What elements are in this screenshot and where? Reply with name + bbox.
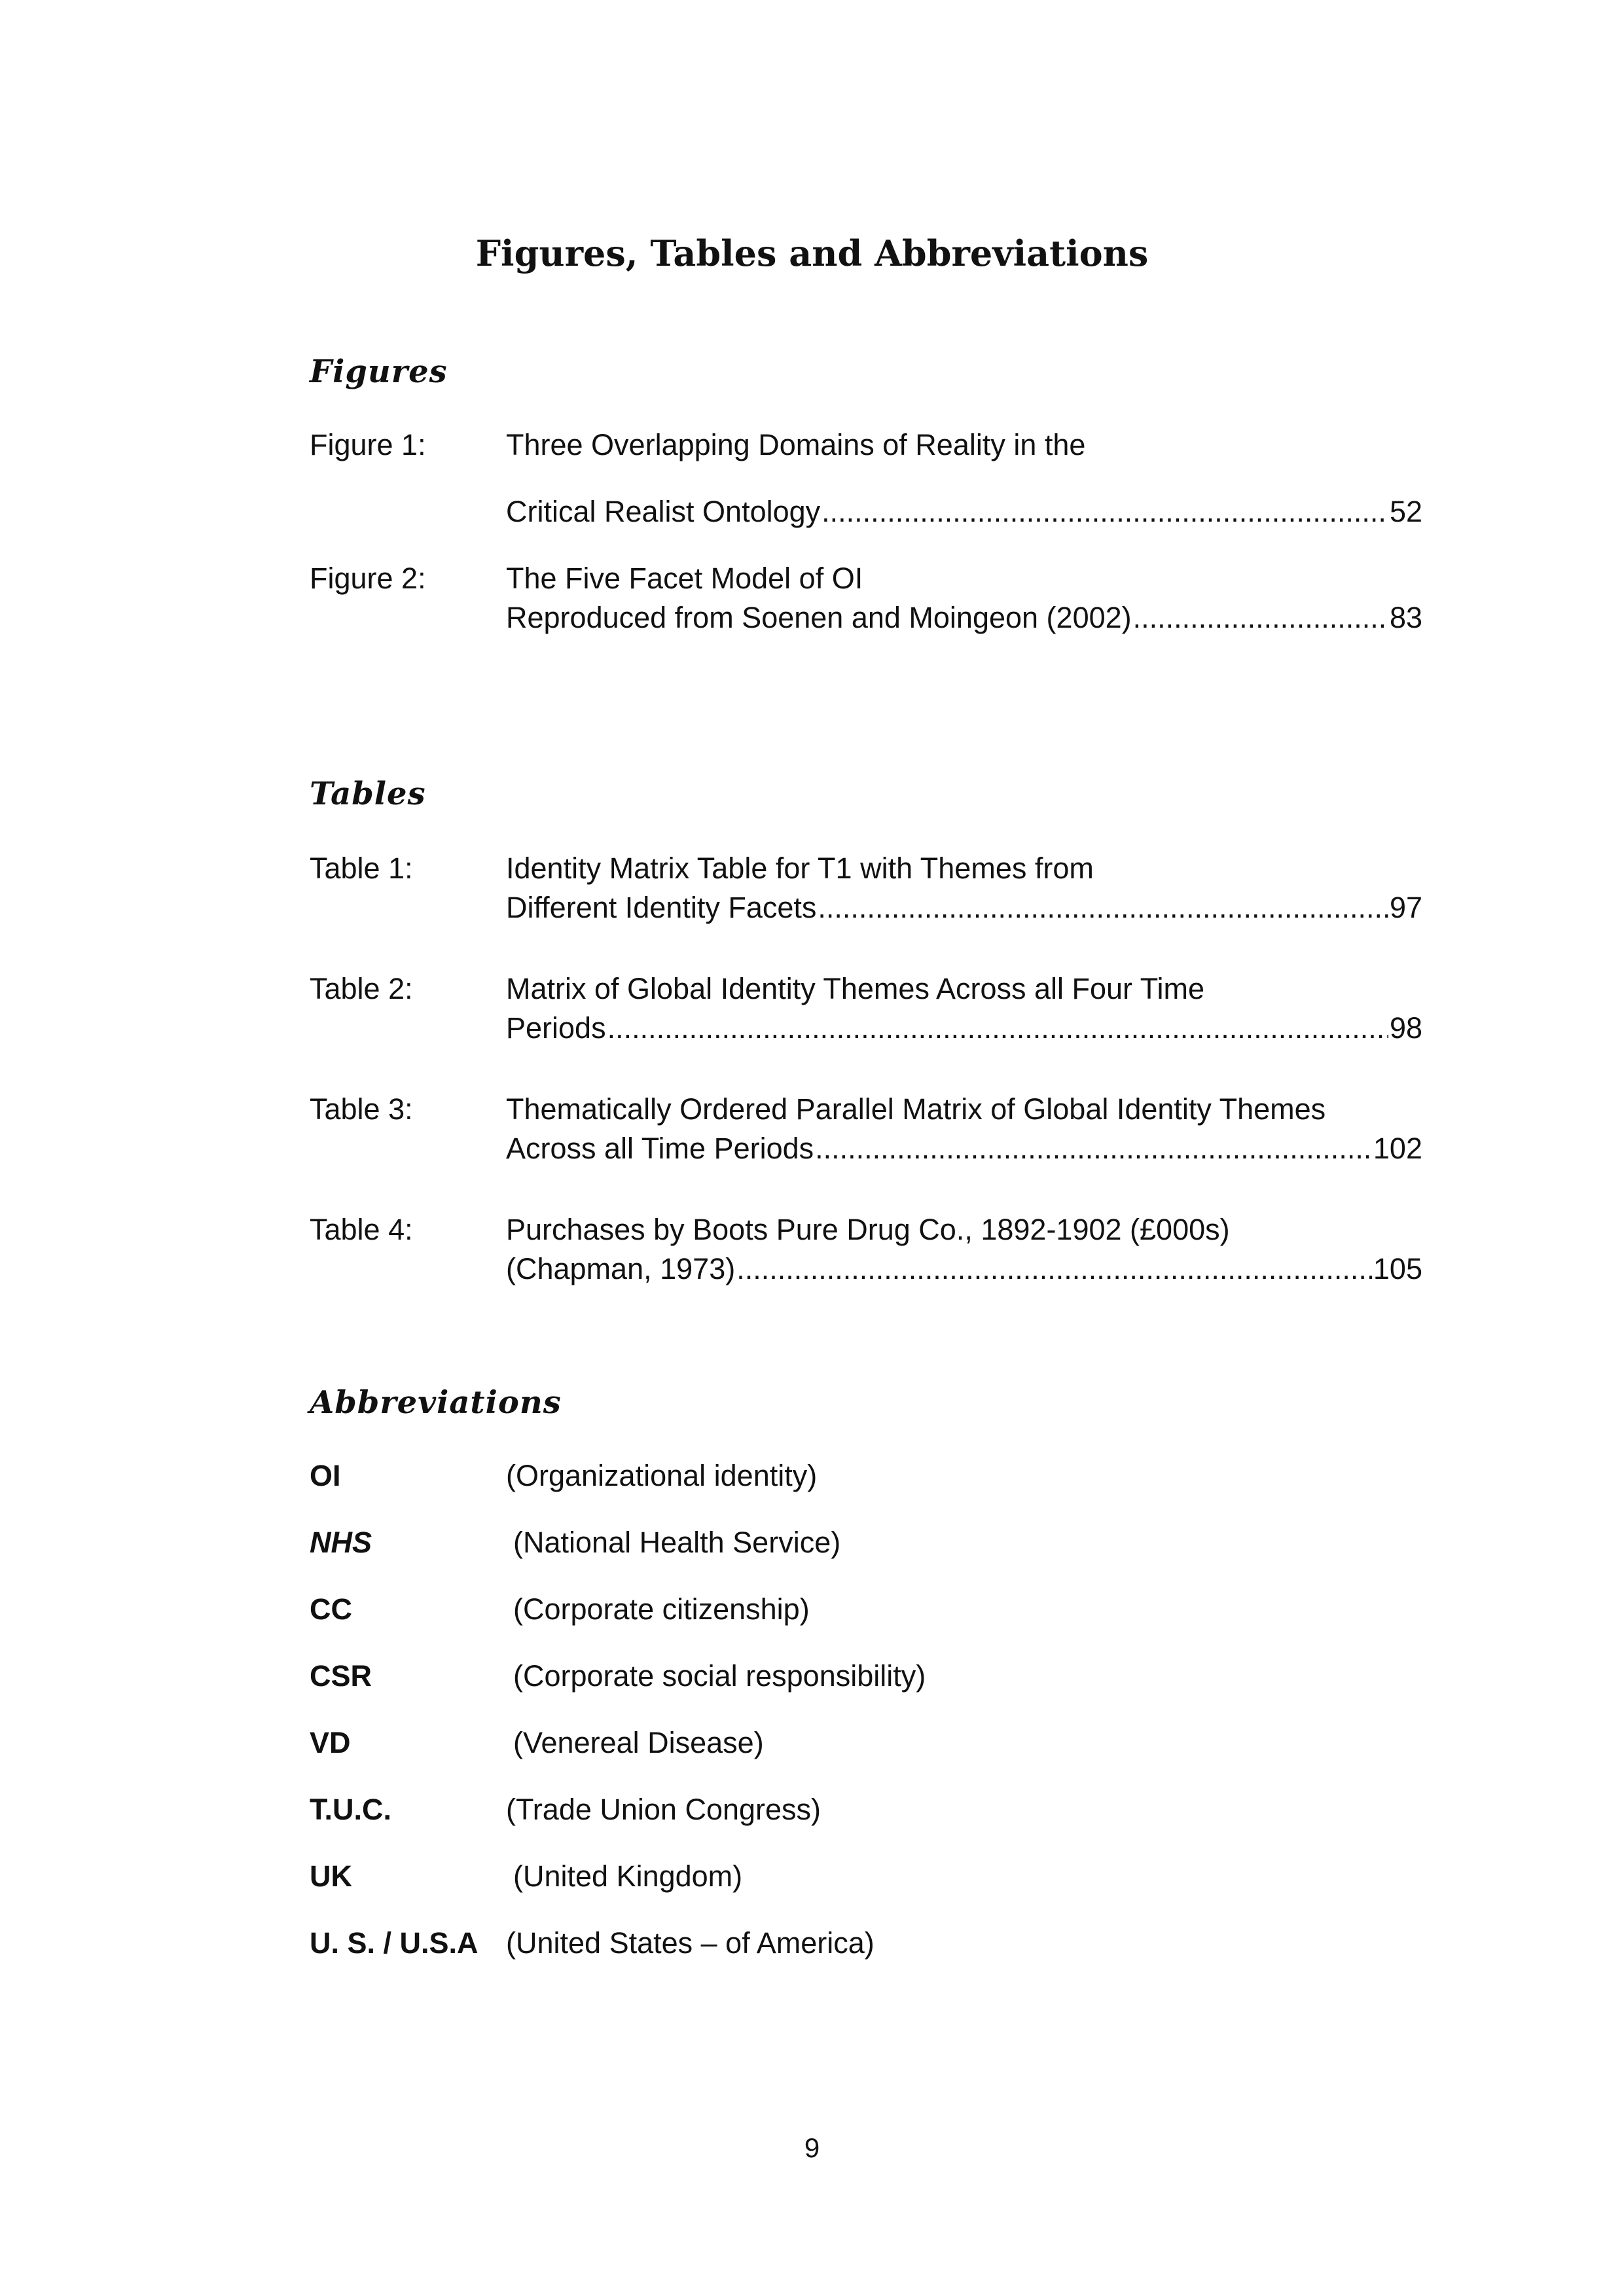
figure-1-title-line2: Critical Realist Ontology	[506, 495, 821, 528]
page-title: Figures, Tables and Abbreviations	[475, 232, 1149, 274]
abbr-term-nhs: NHS	[310, 1526, 372, 1559]
table-4-title-line2: (Chapman, 1973)	[506, 1252, 736, 1285]
table-2-title-line1: Matrix of Global Identity Themes Across all Four Time	[506, 972, 1205, 1005]
abbr-definition-cc: (Corporate citizenship)	[513, 1592, 810, 1626]
table-4-page-number: 105	[1373, 1252, 1422, 1285]
table-3-label: Table 3:	[310, 1092, 413, 1126]
abbr-definition-uk: (United Kingdom)	[513, 1859, 743, 1893]
leader-dots	[736, 1249, 1372, 1289]
figure-2-toc-line[interactable]	[506, 598, 1422, 637]
abbr-term-vd: VD	[310, 1726, 351, 1759]
table-4-toc-line[interactable]	[506, 1249, 1422, 1289]
table-1-toc-line[interactable]	[506, 888, 1422, 927]
figure-1-page-number: 52	[1389, 495, 1422, 528]
table-2-label: Table 2:	[310, 972, 413, 1005]
figure-2-title-line2: Reproduced from Soenen and Moingeon (2002)	[506, 601, 1132, 634]
leader-dots	[818, 888, 1388, 927]
abbr-term-csr: CSR	[310, 1659, 372, 1693]
figure-2-label: Figure 2:	[310, 562, 426, 595]
abbr-definition-usa: (United States – of America)	[506, 1926, 875, 1960]
abbr-term-usa: U. S. / U.S.A	[310, 1926, 478, 1960]
leader-dots	[821, 492, 1388, 531]
figure-2-title-line1: The Five Facet Model of OI	[506, 562, 863, 595]
figure-1-title-line1: Three Overlapping Domains of Reality in the	[506, 428, 1086, 461]
abbr-definition-csr: (Corporate social responsibility)	[513, 1659, 926, 1693]
abbr-term-tuc: T.U.C.	[310, 1793, 392, 1826]
table-4-title-line1: Purchases by Boots Pure Drug Co., 1892-1902 (£000s)	[506, 1213, 1230, 1246]
table-3-toc-line[interactable]	[506, 1129, 1422, 1168]
table-1-label: Table 1:	[310, 852, 413, 885]
leader-dots	[815, 1129, 1372, 1168]
table-2-toc-line[interactable]	[506, 1009, 1422, 1048]
figure-1-toc-line[interactable]	[506, 492, 1422, 531]
table-2-title-line2: Periods	[506, 1011, 606, 1045]
page-number: 9	[804, 2132, 820, 2163]
table-1-title-line1: Identity Matrix Table for T1 with Themes from	[506, 852, 1094, 885]
table-1-page-number: 97	[1389, 891, 1422, 924]
abbr-definition-tuc: (Trade Union Congress)	[506, 1793, 821, 1826]
abbreviations-heading: Abbreviations	[310, 1384, 562, 1421]
abbr-definition-oi: (Organizational identity)	[506, 1459, 818, 1492]
abbr-definition-vd: (Venereal Disease)	[513, 1726, 764, 1759]
figures-heading: Figures	[310, 353, 448, 390]
abbr-definition-nhs: (National Health Service)	[513, 1526, 841, 1559]
table-1-title-line2: Different Identity Facets	[506, 891, 817, 924]
table-3-title-line2: Across all Time Periods	[506, 1132, 814, 1165]
table-3-page-number: 102	[1373, 1132, 1422, 1165]
abbr-term-oi: OI	[310, 1459, 341, 1492]
tables-heading: Tables	[310, 776, 426, 812]
table-3-title-line1: Thematically Ordered Parallel Matrix of Global Identity Themes	[506, 1092, 1326, 1126]
leader-dots	[607, 1009, 1388, 1048]
table-2-page-number: 98	[1389, 1011, 1422, 1045]
leader-dots	[1133, 598, 1388, 637]
figure-1-label: Figure 1:	[310, 428, 426, 461]
figure-2-page-number: 83	[1389, 601, 1422, 634]
table-4-label: Table 4:	[310, 1213, 413, 1246]
abbr-term-cc: CC	[310, 1592, 352, 1626]
abbr-term-uk: UK	[310, 1859, 352, 1893]
